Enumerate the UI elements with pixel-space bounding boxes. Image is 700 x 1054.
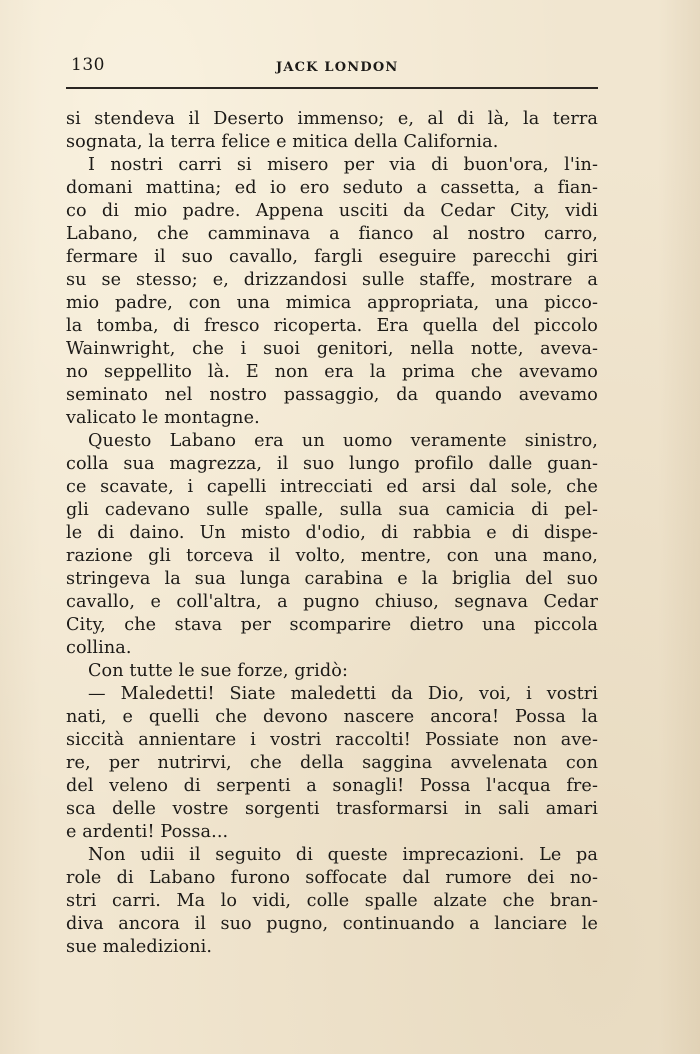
text-line: su se stesso; e, drizzandosi sulle staffe, mostrare a (66, 270, 598, 290)
text-line: role di Labano furono soffocate dal rumore dei no- (66, 868, 598, 888)
text-line: colla sua magrezza, il suo lungo profilo dalle guan- (66, 454, 598, 474)
text-line: Labano, che camminava a fianco al nostro carro, (66, 224, 598, 244)
text-line: le di daino. Un misto d'odio, di rabbia e di dispe- (66, 523, 598, 543)
text-line: domani mattina; ed io ero seduto a cassetta, a fian- (66, 178, 598, 198)
text-line: Questo Labano era un uomo veramente sinistro, (88, 431, 598, 451)
text-line: no seppellito là. E non era la prima che avevamo (66, 362, 598, 382)
text-line: Con tutte le sue forze, gridò: (88, 661, 348, 681)
text-line: e ardenti! Possa... (66, 822, 229, 842)
text-line: re, per nutrirvi, che della saggina avvelenata con (66, 753, 598, 773)
text-line: sue maledizioni. (66, 937, 213, 957)
text-line: collina. (66, 638, 132, 658)
text-line: I nostri carri si misero per via di buon'ora, l'in- (88, 155, 598, 175)
text-line: valicato le montagne. (66, 408, 260, 428)
text-line: sca delle vostre sorgenti trasformarsi in sali amari (66, 799, 598, 819)
text-line: — Maledetti! Siate maledetti da Dio, voi, i vostri (88, 684, 598, 704)
text-line: stri carri. Ma lo vidi, colle spalle alzate che bran- (66, 891, 598, 911)
text-line: cavallo, e coll'altra, a pugno chiuso, segnava Cedar (66, 592, 598, 612)
text-line: si stendeva il Deserto immenso; e, al di là, la terra (66, 109, 598, 129)
text-line: del veleno di serpenti a sonagli! Possa l'acqua fre- (66, 776, 598, 796)
running-title: JACK LONDON (276, 60, 399, 75)
text-line: Non udii il seguito di queste imprecazioni. Le pa (88, 845, 598, 865)
text-line: co di mio padre. Appena usciti da Cedar City, vidi (66, 201, 598, 221)
text-line: Wainwright, che i suoi genitori, nella notte, aveva- (66, 339, 598, 359)
text-line: siccità annientare i vostri raccolti! Possiate non ave- (66, 730, 598, 750)
running-head (66, 52, 598, 82)
text-line: seminato nel nostro passaggio, da quando avevamo (66, 385, 598, 405)
text-line: sognata, la terra felice e mitica della California. (66, 132, 499, 152)
text-line: diva ancora il suo pugno, continuando a lanciare le (66, 914, 598, 934)
text-line: la tomba, di fresco ricoperta. Era quella del piccolo (66, 316, 598, 336)
text-line: gli cadevano sulle spalle, sulla sua camicia di pel- (66, 500, 598, 520)
body-text (66, 108, 598, 959)
text-line: stringeva la sua lunga carabina e la briglia del suo (66, 569, 598, 589)
book-page (66, 52, 598, 957)
text-line: City, che stava per scomparire dietro una piccola (66, 615, 598, 635)
header-rule (66, 87, 598, 89)
page-number: 130 (71, 55, 105, 75)
text-line: razione gli torceva il volto, mentre, con una mano, (66, 546, 598, 566)
text-line: mio padre, con una mimica appropriata, una picco- (66, 293, 598, 313)
text-line: ce scavate, i capelli intrecciati ed arsi dal sole, che (66, 477, 598, 497)
text-line: fermare il suo cavallo, fargli eseguire parecchi giri (66, 247, 598, 267)
text-line: nati, e quelli che devono nascere ancora! Possa la (66, 707, 598, 727)
